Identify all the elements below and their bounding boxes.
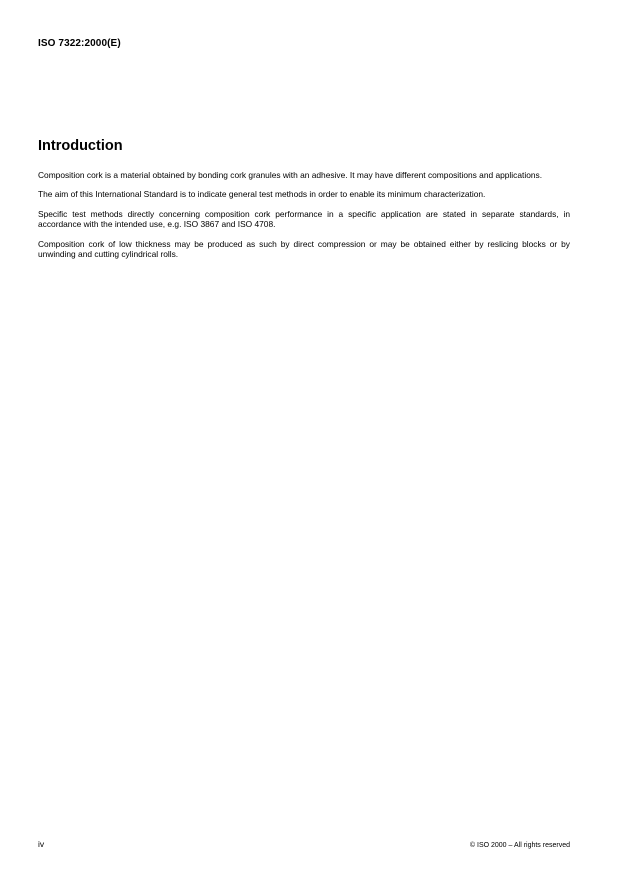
document-identifier: ISO 7322:2000(E) bbox=[38, 38, 121, 49]
copyright-notice: © ISO 2000 – All rights reserved bbox=[469, 842, 570, 849]
section-title: Introduction bbox=[38, 138, 123, 154]
page-number: iv bbox=[38, 839, 45, 849]
paragraph: Composition cork is a material obtained by bonding cork granules with an adhesive. It may have different compositions and applications. bbox=[38, 170, 543, 180]
paragraph: Composition cork of low thickness may be produced as such by direct compression or may be obtained either by reslicing blocks or by unwinding and cutting cylindrical rolls. bbox=[38, 238, 570, 260]
paragraph: The aim of this International Standard is to indicate general test methods in order to enable its minimum characterization. bbox=[38, 189, 486, 200]
paragraph: Specific test methods directly concerning composition cork performance in a specific application are stated in separate standards, in accordance with the intended use, e.g. ISO 3867 and ISO 4708. bbox=[38, 208, 570, 230]
section-body bbox=[38, 170, 570, 268]
